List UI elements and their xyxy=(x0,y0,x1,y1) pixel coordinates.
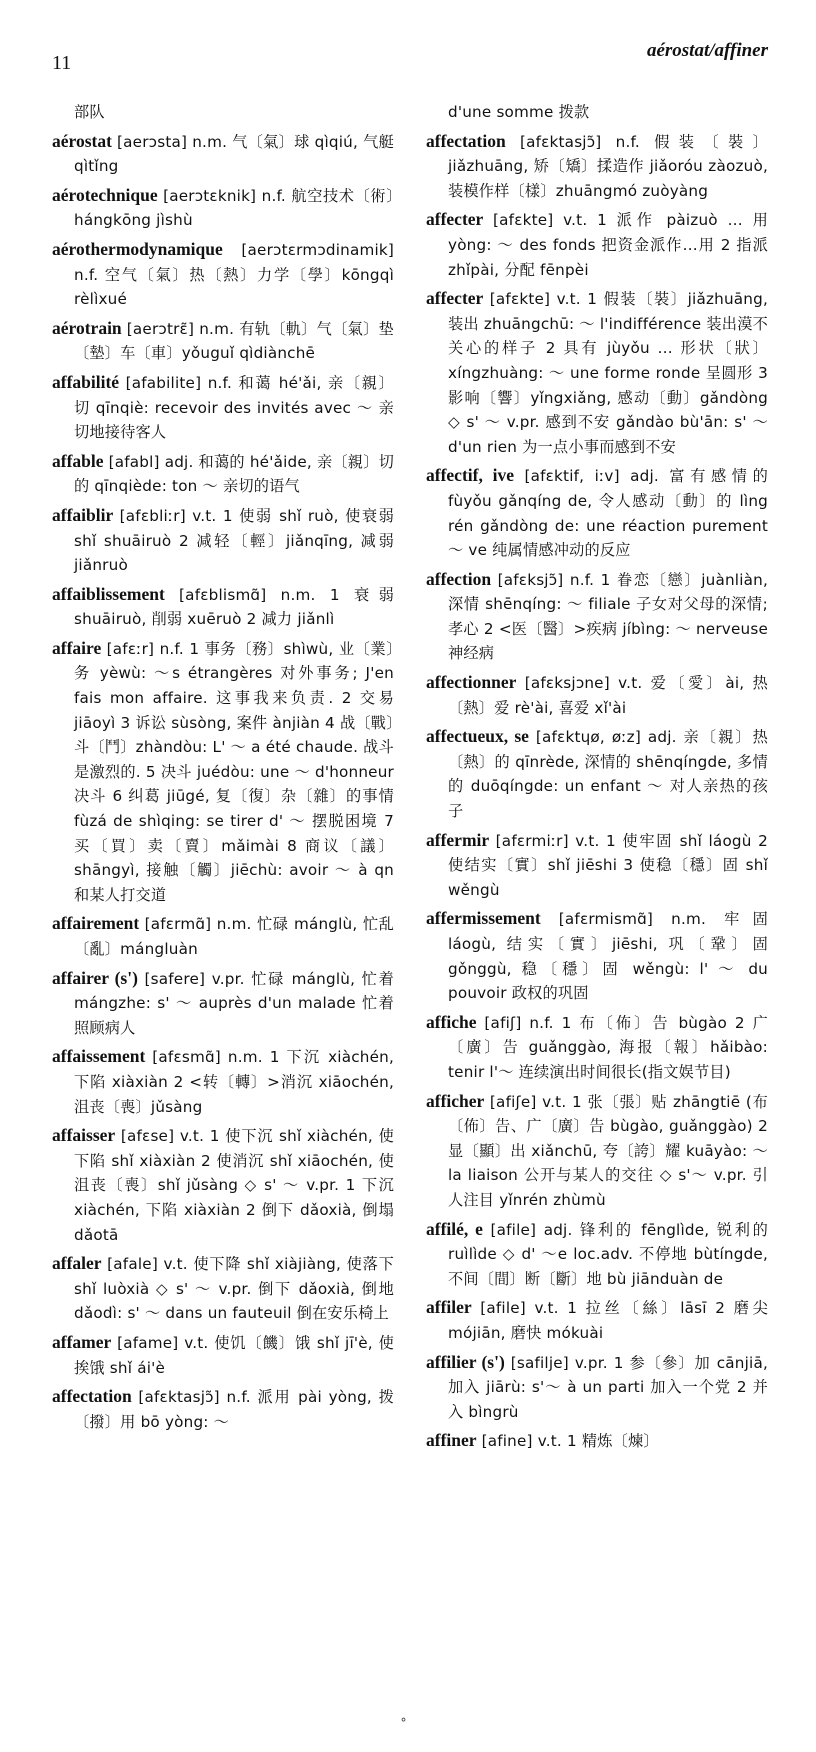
dictionary-entry xyxy=(426,1010,768,1085)
entry-body: [aerɔtɛknik] n.f. 航空技术〔術〕hángkōng jìshù xyxy=(74,186,394,230)
entry-body: [afɛblismɑ̃] n.m. 1 衰弱 shuāiruò, 削弱 xuēruò 2 减力 jiǎnlì xyxy=(74,585,394,629)
footer-mark: ˚ xyxy=(400,1718,407,1734)
page-number: 11 xyxy=(52,52,72,74)
dictionary-entry xyxy=(426,1428,768,1454)
dictionary-entry xyxy=(52,370,394,445)
entry-body: [afɛkte] v.t. 1 派作 pàizuò … 用 yòng: ～ des fonds 把资金派作…用 2 指派 zhǐpài, 分配 fēnpèi xyxy=(448,211,768,279)
entry-body: [afiʃ] n.f. 1 布〔佈〕告 bùgào 2 广〔廣〕告 guǎnggào, 海报〔報〕hǎibào: tenir l'～ 连续演出时间很长(指文娱节目) xyxy=(448,1013,768,1081)
headword: affiner xyxy=(426,1430,477,1451)
dictionary-entry xyxy=(52,966,394,1041)
headword: affectif, ive xyxy=(426,465,515,486)
dictionary-entry xyxy=(52,636,394,908)
entry-body: [safere] v.pr. 忙碌 mánglù, 忙着 mángzhe: s' ～ auprès d'un malade 忙着照顾病人 xyxy=(74,969,394,1037)
entry-body: [afɛksjɔ̃] n.f. 1 眷恋〔戀〕juànliàn, 深情 shēnqíng: ～ filiale 子女对父母的深情; 孝心 2 <医〔醫〕>疾病 jíbìng: ～ nerveuse 神经病 xyxy=(448,570,768,663)
leading-text: d'une somme 拨款 xyxy=(448,103,590,121)
headword: affaissement xyxy=(52,1046,146,1067)
dictionary-entry xyxy=(426,724,768,823)
entry-body: [afɛktasjɔ̃] n.f. 派用 pài yòng, 拨〔撥〕用 bō yòng: ～ xyxy=(74,1388,394,1431)
dictionary-entry xyxy=(426,1350,768,1425)
dictionary-entry xyxy=(52,1330,394,1380)
entry-body: [afine] v.t. 1 精炼〔煉〕 xyxy=(476,1432,659,1451)
entry-body: [afɛrmismɑ̃] n.m. 牢固 láogù, 结实〔實〕jiēshi, 巩〔鞏〕固 gǒnggù, 稳〔穩〕固 wěngù: l' ～ du pouvoir 政权的巩固 xyxy=(448,910,768,1003)
entry-body: [afɛsmɑ̃] n.m. 1 下沉 xiàchén, 下陷 xiàxiàn 2 <转〔轉〕>消沉 xiāochén, 沮丧〔喪〕jǔsàng xyxy=(74,1048,394,1116)
right-column xyxy=(426,100,768,1458)
entry-body: [afile] adj. 锋利的 fēnglìde, 锐利的 ruìlìde ◇ d' ～e loc.adv. 不停地 bùtíngde, 不间〔間〕断〔斷〕地 bù jiānduàn de xyxy=(448,1220,769,1288)
dictionary-entry xyxy=(426,1295,768,1345)
entry-body: [afɛrmɑ̃] n.m. 忙碌 mánglù, 忙乱〔亂〕mángluàn xyxy=(74,915,394,958)
headword: affermir xyxy=(426,829,490,850)
headword: affairer (s') xyxy=(52,967,138,988)
dictionary-entry xyxy=(52,911,394,961)
entry-body: [aerɔsta] n.m. 气〔氣〕球 qìqiú, 气艇 qìtǐng xyxy=(74,132,394,176)
entry-body: [afile] v.t. 1 拉丝〔絲〕lāsī 2 磨尖 mójiān, 磨快 mókuài xyxy=(448,1299,768,1342)
dictionary-entry xyxy=(52,503,394,578)
headword: affamer xyxy=(52,1331,112,1352)
headword: affabilité xyxy=(52,371,120,392)
headword: affilier (s') xyxy=(426,1351,505,1372)
dictionary-entry xyxy=(426,129,768,204)
headword: affaiblissement xyxy=(52,583,165,604)
headword: afficher xyxy=(426,1090,485,1111)
entry-body: [safilje] v.pr. 1 参〔參〕加 cānjiā, 加入 jiārù: s'～ à un parti 加入一个党 2 并入 bìngrù xyxy=(448,1353,768,1421)
dictionary-entry xyxy=(52,237,394,312)
entry-body: [afɛːr] n.f. 1 事务〔務〕shìwù, 业〔業〕务 yèwù: ～s étrangères 对外事务; J'en fais mon affaire. 这事我来负责. 2 交易 jiāoyì 3 诉讼 sùsòng, 案件 ànjiàn 4 战〔戰〕斗〔鬥〕zhàndòu: L' ～ a été chaude. 战斗是激烈的. 5 决斗 juédòu: une ～ d'honneur 决斗 6 纠葛 jiūgé, 复〔復〕杂〔雜〕的事情 fùzá de shìqing: se tirer d' ～ 摆脱困境 7 买〔買〕卖〔賣〕mǎimài 8 商议〔議〕shāngyì, 接触〔觸〕jiēchù: avoir ～ à qn 和某人打交道 xyxy=(74,639,394,904)
dictionary-entry xyxy=(52,582,394,632)
headword: affaler xyxy=(52,1253,102,1274)
headword: affectation xyxy=(426,130,506,151)
dictionary-entry xyxy=(52,1384,394,1434)
dictionary-entry xyxy=(426,286,768,459)
dictionary-entry xyxy=(426,1217,768,1292)
left-column xyxy=(52,100,394,1438)
dictionary-entry xyxy=(52,183,394,233)
dictionary-entry xyxy=(426,906,768,1005)
headword: affectation xyxy=(52,1386,132,1407)
headword: affairement xyxy=(52,913,140,934)
headword: affable xyxy=(52,450,104,471)
entry-body: [afɛktif, iːv] adj. 富有感情的 fùyǒu gǎnqíng de, 令人感动〔動〕的 lìng rén gǎndòng de: une réaction purement ～ ve 纯属情感冲动的反应 xyxy=(448,467,769,560)
entry-body: [afiʃe] v.t. 1 张〔張〕贴 zhāngtiē (布〔佈〕告、广〔廣〕告 bùgào, guǎnggào) 2 显〔顯〕出 xiǎnchū, 夸〔誇〕耀 kuāyào: ～ la liaison 公开与某人的交往 ◇ s'～ v.pr. 引人注目 yǐnrén zhùmù xyxy=(448,1092,768,1209)
dictionary-entry xyxy=(52,1251,394,1326)
headword: affaisser xyxy=(52,1125,116,1146)
entry-body: [aerɔtɛrmɔdinamik] n.f. 空气〔氣〕热〔熱〕力学〔學〕kōngqì rèlìxué xyxy=(74,240,394,309)
headword: affectionner xyxy=(426,672,517,693)
headword: aérotrain xyxy=(52,317,122,338)
entry-body: [afɛbliːr] v.t. 1 使弱 shǐ ruò, 使衰弱 shǐ shuāiruò 2 减轻〔輕〕jiǎnqīng, 减弱 jiǎnruò xyxy=(74,506,394,575)
entry-body: [afɛrmiːr] v.t. 1 使牢固 shǐ láogù 2 使结实〔實〕shǐ jiēshi 3 使稳〔穩〕固 shǐ wěngù xyxy=(448,831,768,899)
headword: affiche xyxy=(426,1011,477,1032)
dictionary-entry xyxy=(426,463,768,562)
headword: affiler xyxy=(426,1297,472,1318)
entry-body: [aerɔtrɛ̃] n.m. 有轨〔軌〕气〔氣〕垫〔墊〕车〔車〕yǒuguǐ qìdiànchē xyxy=(74,319,394,363)
headword: aérostat xyxy=(52,130,112,151)
entry-body: [afɛkte] v.t. 1 假装〔裝〕jiǎzhuāng, 装出 zhuāngchū: ～ l'indifférence 装出漠不关心的样子 2 具有 jùyǒu … 形状〔狀〕xíngzhuàng: ～ une forme ronde 呈圆形 3 影响〔響〕yǐngxiǎng, 感动〔動〕gǎndòng ◇ s' ～ v.pr. 感到不安 gǎndào bù'ān: s' ～ d'un rien 为一点小事而感到不安 xyxy=(448,290,768,456)
dictionary-entry xyxy=(426,828,768,903)
entry-body: [afɛktɥø, øːz] adj. 亲〔親〕热〔熱〕的 qīnrède, 深情的 shēnqíngde, 多情的 duōqíngde: un enfant ～ 对人亲热的孩子 xyxy=(448,728,768,821)
headword: aérotechnique xyxy=(52,184,158,205)
headword: affaiblir xyxy=(52,504,114,525)
dictionary-entry xyxy=(52,449,394,499)
headword: affecter xyxy=(426,288,484,309)
entry-body: [afabl] adj. 和蔼的 hé'ǎide, 亲〔親〕切的 qīnqiède: ton ～ 亲切的语气 xyxy=(74,452,394,496)
headword: affilé, e xyxy=(426,1218,483,1239)
dictionary-entry xyxy=(426,670,768,720)
dictionary-entry xyxy=(52,1044,394,1119)
entry-body: [afabilite] n.f. 和蔼 hé'ǎi, 亲〔親〕切 qīnqiè: recevoir des invités avec ～ 亲切地接待客人 xyxy=(74,373,394,442)
entry-body: [afale] v.t. 使下降 shǐ xiàjiàng, 使落下 shǐ luòxià ◇ s' ～ v.pr. 倒下 dǎoxià, 倒地 dǎodì: s' ～ dans un fauteuil 倒在安乐椅上 xyxy=(74,1255,394,1323)
leading-text: 部队 xyxy=(74,103,105,121)
dictionary-entry xyxy=(52,129,394,179)
entry-body: [afɛktasjɔ̃] n.f. 假装〔裝〕jiǎzhuāng, 矫〔矯〕揉造作 jiǎoróu zàozuò, 装模作样〔樣〕zhuāngmó zuòyàng xyxy=(448,132,768,200)
running-head: aérostat/affiner xyxy=(646,40,768,61)
headword: affermissement xyxy=(426,908,541,929)
headword: affaire xyxy=(52,637,102,658)
headword: aérothermodynamique xyxy=(52,238,223,259)
dictionary-entry xyxy=(426,567,768,666)
headword: affecter xyxy=(426,209,484,230)
dictionary-entry xyxy=(426,1089,768,1213)
dictionary-entry xyxy=(52,1123,394,1247)
dictionary-entry xyxy=(426,207,768,282)
entry-body: [afɛksjɔne] v.t. 爱〔愛〕ài, 热〔熱〕爱 rè'ài, 喜爱 xǐ'ài xyxy=(448,674,768,717)
dictionary-entry xyxy=(52,316,394,366)
entry-body: [afame] v.t. 使饥〔饑〕饿 shǐ jī'è, 使挨饿 shǐ ái'è xyxy=(74,1333,394,1377)
entry-body: [afɛse] v.t. 1 使下沉 shǐ xiàchén, 使下陷 shǐ xiàxiàn 2 使消沉 shǐ xiāochén, 使沮丧〔喪〕shǐ jǔsàng ◇ s' ～ v.pr. 1 下沉 xiàchén, 下陷 xiàxiàn 2 倒下 dǎoxià, 倒塌 dǎotā xyxy=(74,1127,394,1244)
headword: affectueux, se xyxy=(426,726,529,747)
headword: affection xyxy=(426,568,492,589)
